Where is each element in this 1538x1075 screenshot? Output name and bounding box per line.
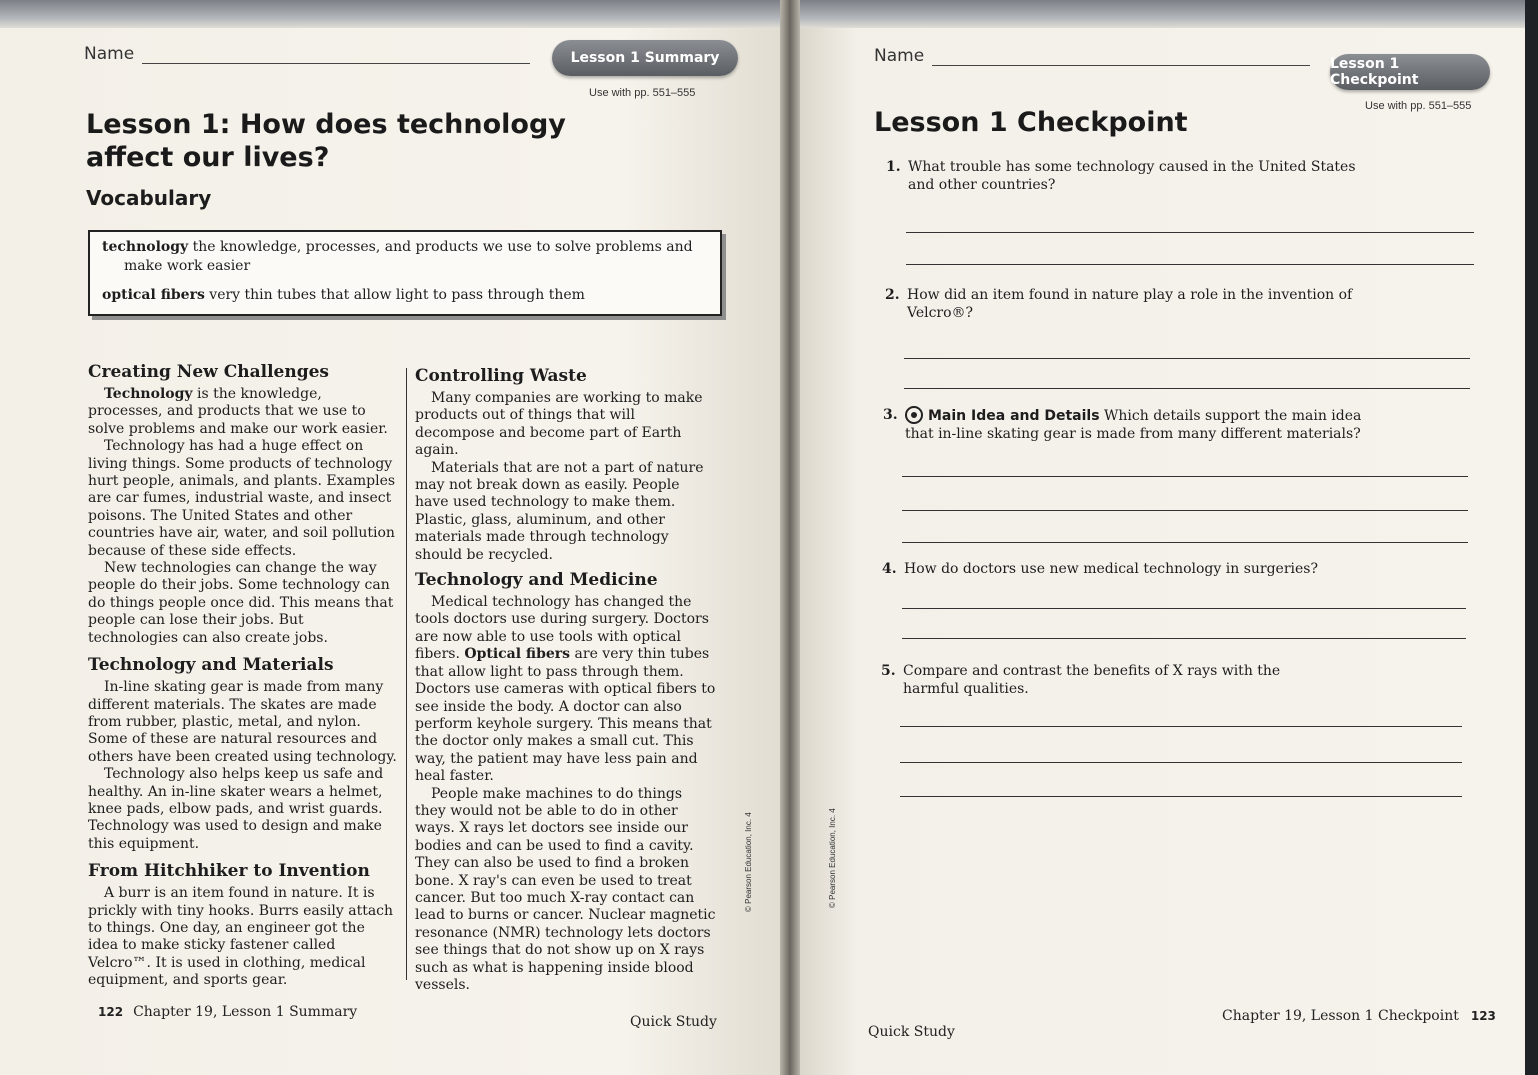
name-line xyxy=(932,65,1310,66)
lesson-checkpoint-tab: Lesson 1 Checkpoint xyxy=(1330,54,1490,90)
title-line-1: Lesson 1: How does technology xyxy=(86,109,566,140)
question-number: 5. xyxy=(881,663,896,679)
section-heading: Controlling Waste xyxy=(415,366,587,386)
question-5 xyxy=(881,662,1323,698)
paragraph-text: are very thin tubes that allow light to pass through them. Doctors use cameras with optical fibers to see inside the body. A doctor can also perform keyhole surgery. This means that the doctor only makes a small cut. This way, the patient may have less pain and heal faster. xyxy=(415,646,716,785)
answer-line[interactable] xyxy=(902,476,1468,477)
paragraph: People make machines to do things they would not be able to do in other ways. X rays let doctors see inside our bodies and can be used to find a cavity. They can also be used to find a broken bone. X ray's can even be used to treat cancer. But too much X-ray contact can lead to burns or cancer. Nuclear magnetic resonance (NMR) technology lets doctors see things that do not show up on X rays such as what is happening inside blood vessels. xyxy=(415,785,716,993)
key-term: Technology xyxy=(104,386,193,402)
page-footer xyxy=(1222,1008,1496,1024)
paragraph xyxy=(88,386,398,438)
name-field xyxy=(84,44,530,64)
footer-title: Chapter 19, Lesson 1 Summary xyxy=(133,1004,358,1020)
question-text: Which details support the main idea that in-line skating gear is made from many different materials? xyxy=(905,408,1362,442)
page-number: 122 xyxy=(98,1005,124,1019)
question-text: How did an item found in nature play a role in the invention of Velcro®? xyxy=(907,287,1353,321)
name-line xyxy=(142,63,530,64)
paragraph: A burr is an item found in nature. It is prickly with tiny hooks. Burrs easily attach to things. One day, an engineer got the idea to make sticky fastener called Velcro™. It is used in clothing, medical equipment, and sports gear. xyxy=(88,885,394,989)
answer-line[interactable] xyxy=(900,796,1462,797)
section-heading: Creating New Challenges xyxy=(88,362,329,382)
question-number: 4. xyxy=(882,561,897,577)
footer-quick-study: Quick Study xyxy=(630,1014,717,1030)
question-1 xyxy=(886,158,1378,194)
paragraph-text: Medical technology has changed the tools doctors use during surgery. Doctors are now able to use tools with optical fibers. xyxy=(415,594,709,663)
vocab-definition: the knowledge, processes, and products we use to solve problems and make work easier xyxy=(124,239,693,274)
answer-line[interactable] xyxy=(906,232,1474,233)
question-text: Compare and contrast the benefits of X rays with the harmful qualities. xyxy=(903,663,1281,697)
copyright-notice: © Pearson Education, Inc. 4 xyxy=(828,808,837,908)
paragraph: Materials that are not a part of nature may not break down as easily. People have used technology to make them. Plastic, glass, aluminum, and other materials made through technology should be recycled. xyxy=(415,459,704,563)
vocab-entry xyxy=(102,238,708,276)
paragraph-text: is the knowledge, processes, and products that we use to solve problems and make our work easier. xyxy=(88,386,388,437)
book-edge xyxy=(1525,0,1538,1075)
title-line-2: affect our lives? xyxy=(86,142,330,173)
vocabulary-box xyxy=(88,230,722,316)
page-top-band xyxy=(0,0,780,28)
use-with-pages: Use with pp. 551–555 xyxy=(589,87,696,99)
name-field xyxy=(874,46,1310,66)
page-footer xyxy=(98,1004,357,1020)
vocab-term: optical fibers xyxy=(102,287,205,303)
section-heading: From Hitchhiker to Invention xyxy=(88,861,370,882)
name-label: Name xyxy=(84,44,135,64)
question-4 xyxy=(882,560,1384,578)
question-2 xyxy=(885,286,1367,322)
page-top-band xyxy=(800,0,1525,28)
page-title: Lesson 1 Checkpoint xyxy=(874,107,1188,138)
question-text: How do doctors use new medical technology in surgeries? xyxy=(904,561,1318,577)
question-number: 1. xyxy=(886,159,901,175)
vocabulary-heading: Vocabulary xyxy=(86,186,212,210)
paragraph: Many companies are working to make products out of things that will decompose and become part of Earth again. xyxy=(415,390,703,459)
answer-line[interactable] xyxy=(902,510,1468,511)
answer-line[interactable] xyxy=(904,388,1470,389)
right-page xyxy=(800,0,1525,1075)
column-divider xyxy=(406,368,407,980)
paragraph xyxy=(415,594,717,785)
skill-label: Main Idea and Details xyxy=(928,408,1100,424)
section-heading: Technology and Materials xyxy=(88,655,334,676)
lesson-summary-tab: Lesson 1 Summary xyxy=(552,40,738,76)
answer-line[interactable] xyxy=(904,358,1470,359)
page-title xyxy=(86,108,566,174)
answer-line[interactable] xyxy=(906,264,1474,265)
target-icon xyxy=(905,406,923,424)
vocab-definition: very thin tubes that allow light to pass through them xyxy=(209,287,585,303)
name-label: Name xyxy=(874,46,925,66)
paragraph: Technology also helps keep us safe and healthy. An in-line skater wears a helmet, knee pads, elbow pads, and wrist guards. Technology was used to design and make this equipment. xyxy=(88,766,384,852)
answer-line[interactable] xyxy=(900,726,1462,727)
question-number: 3. xyxy=(883,407,898,423)
use-with-pages: Use with pp. 551–555 xyxy=(1365,100,1472,112)
summary-column-2 xyxy=(415,364,717,994)
book-spine xyxy=(780,0,800,1075)
question-3 xyxy=(883,406,1375,443)
copyright-notice: © Pearson Education, Inc. 4 xyxy=(744,812,753,912)
page-number: 123 xyxy=(1470,1009,1496,1023)
section-heading: Technology and Medicine xyxy=(415,570,658,591)
question-text: What trouble has some technology caused in the United States and other countries? xyxy=(908,159,1356,193)
summary-column-1 xyxy=(88,360,398,990)
footer-title: Chapter 19, Lesson 1 Checkpoint xyxy=(1222,1008,1459,1024)
paragraph: New technologies can change the way people do their jobs. Some technology can do things people once did. This means that people can lose their jobs. But technologies can also create jobs. xyxy=(88,560,394,646)
vocab-entry xyxy=(102,286,708,305)
answer-line[interactable] xyxy=(902,608,1466,609)
answer-line[interactable] xyxy=(902,542,1468,543)
question-number: 2. xyxy=(885,287,900,303)
answer-line[interactable] xyxy=(902,638,1466,639)
footer-quick-study: Quick Study xyxy=(868,1024,955,1040)
paragraph: In-line skating gear is made from many different materials. The skates are made from rubber, plastic, metal, and nylon. Some of these are natural resources and others have been created using technology. xyxy=(88,679,397,765)
answer-line[interactable] xyxy=(900,762,1462,763)
vocab-term: technology xyxy=(102,239,189,255)
key-term: Optical fibers xyxy=(464,646,571,663)
paragraph: Technology has had a huge effect on living things. Some products of technology hurt people, animals, and plants. Examples are car fumes, industrial waste, and insect poisons. The United States and other countries have air, water, and soil pollution because of these side effects. xyxy=(88,438,396,559)
